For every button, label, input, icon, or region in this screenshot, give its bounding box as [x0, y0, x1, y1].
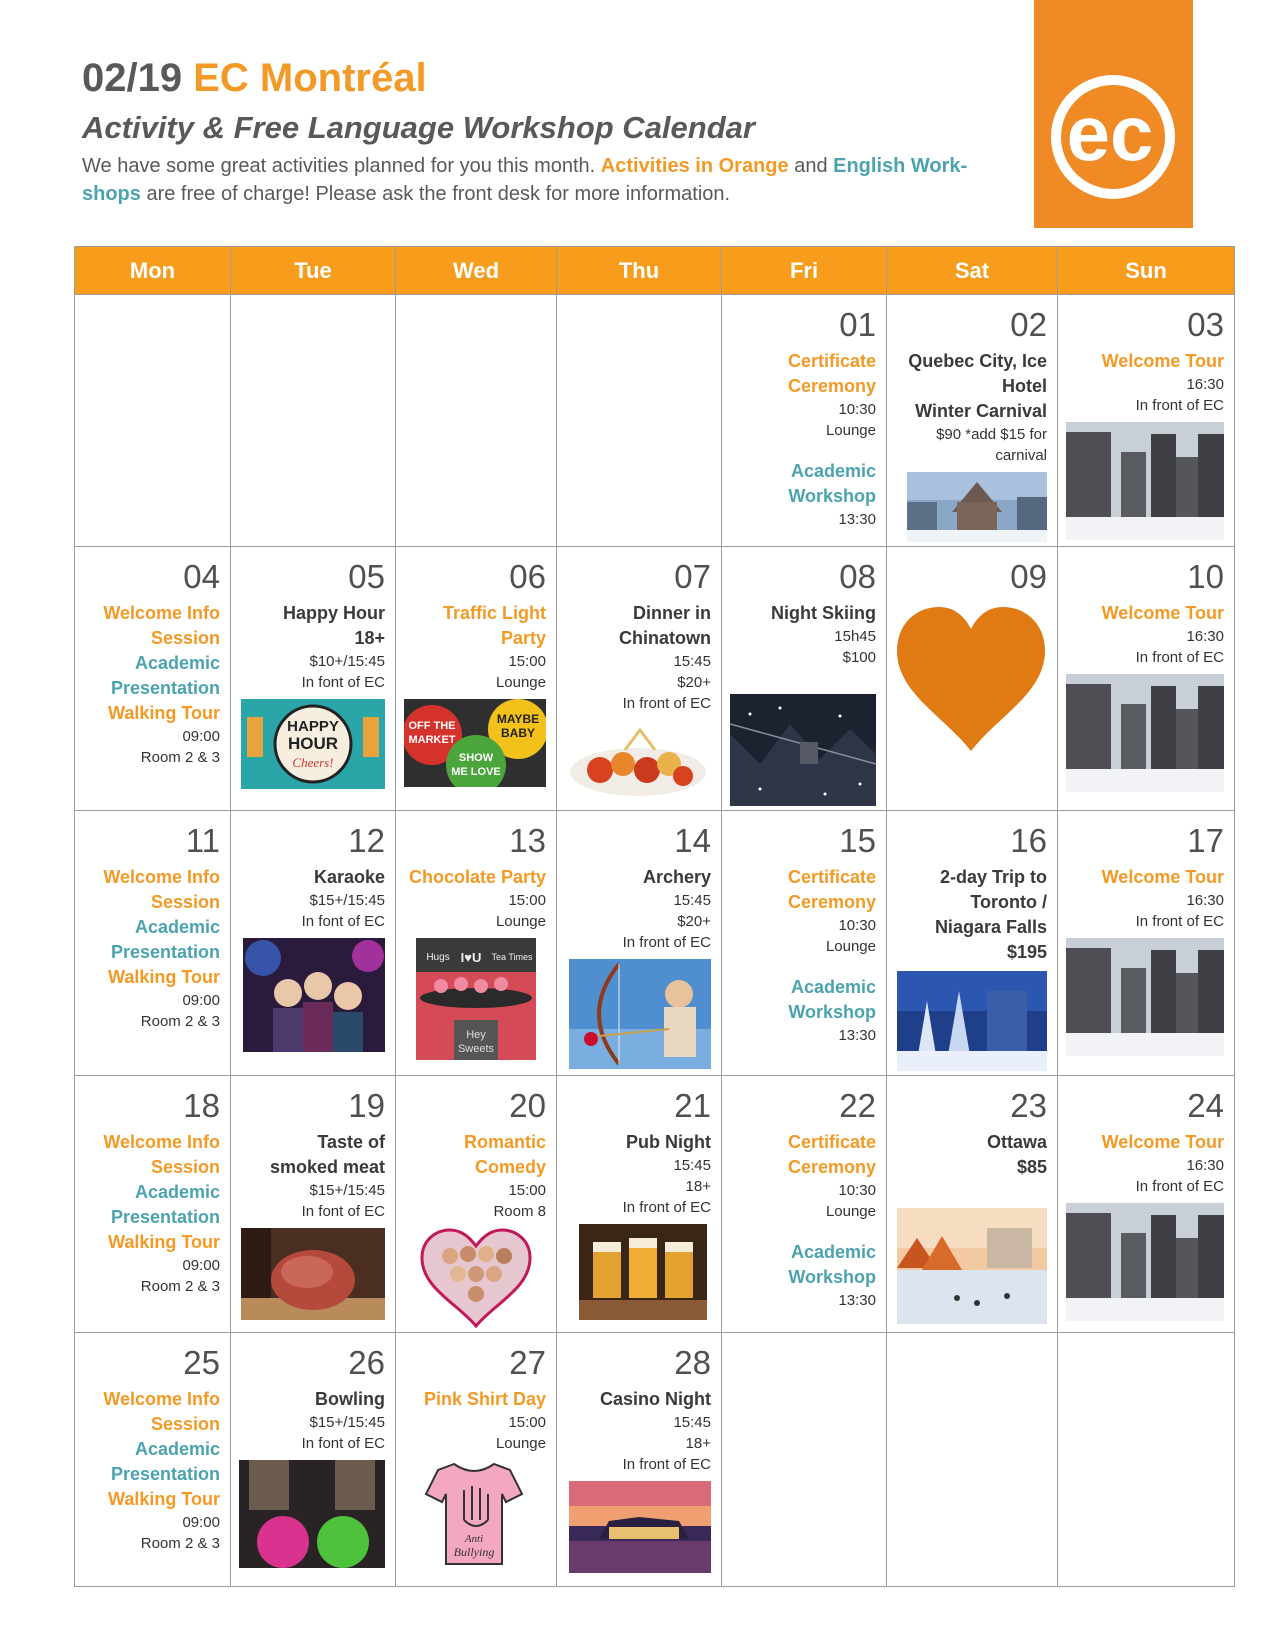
day-number: 27 [509, 1344, 546, 1381]
day-cell [231, 1076, 396, 1333]
heart-icon [895, 605, 1047, 753]
event-title: Session [150, 1414, 220, 1434]
event-title: Welcome Info [103, 1132, 220, 1152]
week-row [75, 811, 1235, 1076]
event-location: In front of EC [622, 1456, 711, 1473]
event-title: Session [150, 892, 220, 912]
weekday-header: Fri [722, 247, 887, 295]
event-title: Certificate [787, 1132, 876, 1152]
event-title: Quebec City, Ice [908, 351, 1047, 371]
event-title: Pink Shirt Day [423, 1389, 546, 1409]
notre-dame-photo [1066, 674, 1224, 792]
intro-workshops: shops [82, 183, 141, 205]
month-label: 02/19 [82, 56, 183, 100]
smoked-meat-photo [241, 1228, 385, 1320]
workshop-title: Academic [134, 1439, 220, 1459]
event-title: Winter Carnival [915, 401, 1047, 421]
event-location: In front of EC [1135, 913, 1224, 930]
day-number: 14 [674, 822, 711, 859]
pink-shirt-image [424, 1460, 524, 1568]
day-number: 16 [1010, 822, 1047, 859]
event-time: 15h45 [834, 628, 876, 645]
image-text: I♥U [460, 950, 482, 965]
day-cell [887, 811, 1058, 1076]
event-time: 15:45 [673, 1414, 711, 1431]
event-time: 10:30 [838, 401, 876, 418]
event-price: $85 [1016, 1157, 1047, 1177]
ec-logo [1034, 0, 1193, 228]
event-title: Welcome Info [103, 603, 220, 623]
event-title: Toronto / [970, 892, 1047, 912]
event-location: In front of EC [622, 695, 711, 712]
happy-hour-image [241, 699, 385, 789]
event-time: 15:00 [508, 1182, 546, 1199]
empty-day-cell [1058, 1333, 1235, 1587]
event-title: Casino Night [600, 1389, 711, 1409]
intro-part: are free of charge! Please ask the front desk for more information. [140, 183, 731, 205]
event-location: Lounge [495, 1435, 546, 1452]
pub-night-photo [579, 1224, 707, 1320]
calendar-grid [74, 246, 1235, 1587]
event-title: Welcome Info [103, 1389, 220, 1409]
day-number: 05 [348, 558, 385, 595]
event-location: Room 2 & 3 [140, 1278, 220, 1295]
day-cell [722, 295, 887, 547]
image-text: Cheers! [292, 755, 334, 770]
image-text: Tea Times [491, 952, 533, 962]
day-number: 12 [348, 822, 385, 859]
toronto-winter-photo [897, 971, 1047, 1071]
romantic-comedy-heart [420, 1228, 532, 1328]
event-price: carnival [995, 447, 1047, 464]
event-title: Hotel [1002, 376, 1047, 396]
chocolate-party-photo [416, 938, 536, 1060]
event-time: 15:45 [673, 892, 711, 909]
image-text: Hey [466, 1029, 486, 1041]
event-title: Walking Tour [108, 967, 220, 987]
day-cell [396, 811, 557, 1076]
workshop-time: 13:30 [838, 1027, 876, 1044]
day-cell [887, 295, 1058, 547]
event-title: Walking Tour [108, 703, 220, 723]
day-number: 02 [1010, 306, 1047, 343]
event-time: 09:00 [182, 992, 220, 1009]
event-time: 15:00 [508, 892, 546, 909]
empty-day-cell [396, 295, 557, 547]
notre-dame-photo [1066, 938, 1224, 1056]
day-cell [557, 1333, 722, 1587]
image-text: Hugs [426, 952, 450, 963]
event-title: Welcome Tour [1101, 1132, 1224, 1152]
event-title: Happy Hour [282, 603, 385, 623]
event-title: 2-day Trip to [939, 867, 1047, 887]
event-title: Romantic [463, 1132, 546, 1152]
workshop-title: Presentation [110, 1464, 220, 1484]
event-title: Walking Tour [108, 1489, 220, 1509]
weekday-header: Sun [1058, 247, 1235, 295]
empty-day-cell [231, 295, 396, 547]
weekday-header-row [75, 247, 1235, 295]
workshop-title: Workshop [788, 1267, 876, 1287]
event-price: $90 *add $15 for [936, 426, 1047, 443]
event-title: Karaoke [313, 867, 385, 887]
event-title: Welcome Tour [1101, 867, 1224, 887]
event-location: In front of EC [622, 934, 711, 951]
notre-dame-photo [1066, 422, 1224, 540]
event-location: In front of EC [1135, 649, 1224, 666]
image-text: Anti [464, 1533, 484, 1545]
event-title: smoked meat [269, 1157, 385, 1177]
event-title: Ceremony [787, 1157, 876, 1177]
karaoke-photo [243, 938, 385, 1052]
event-title: Welcome Info [103, 867, 220, 887]
day-cell [1058, 547, 1235, 811]
event-title: Niagara Falls [934, 917, 1047, 937]
event-title: Welcome Tour [1101, 603, 1224, 623]
event-title: Night Skiing [771, 603, 876, 623]
event-title: Pub Night [626, 1132, 711, 1152]
event-location: Room 2 & 3 [140, 1535, 220, 1552]
intro-workshops: English Work- [833, 155, 968, 177]
workshop-title: Workshop [788, 486, 876, 506]
event-title: Dinner in [632, 603, 711, 623]
event-price-time: $15+/15:45 [309, 1414, 385, 1431]
empty-day-cell [557, 295, 722, 547]
bowling-photo [239, 1460, 385, 1568]
weekday-header: Thu [557, 247, 722, 295]
workshop-title: Academic [134, 917, 220, 937]
day-cell [887, 1076, 1058, 1333]
event-location: In front of EC [1135, 397, 1224, 414]
day-cell [75, 1333, 231, 1587]
event-title: Ceremony [787, 376, 876, 396]
day-cell [231, 811, 396, 1076]
event-title: Ottawa [986, 1132, 1047, 1152]
week-row [75, 295, 1235, 547]
day-number: 24 [1187, 1087, 1224, 1124]
day-number: 06 [509, 558, 546, 595]
day-number: 03 [1187, 306, 1224, 343]
empty-day-cell [722, 1333, 887, 1587]
image-text: HAPPY [287, 718, 339, 735]
event-location: In font of EC [301, 674, 385, 691]
brand-name: EC Montréal [193, 56, 427, 100]
intro-part: We have some great activities planned for you this month. [82, 155, 601, 177]
event-title: Chocolate Party [408, 867, 546, 887]
event-time: 15:00 [508, 653, 546, 670]
day-cell [557, 547, 722, 811]
event-time: 10:30 [838, 1182, 876, 1199]
event-title: Archery [642, 867, 711, 887]
day-number: 09 [1010, 558, 1047, 595]
day-cell [722, 547, 887, 811]
day-cell [887, 547, 1058, 811]
event-time: 09:00 [182, 1514, 220, 1531]
day-number: 15 [839, 822, 876, 859]
event-price: $20+ [677, 913, 711, 930]
day-number: 21 [674, 1087, 711, 1124]
event-location: Room 2 & 3 [140, 1013, 220, 1030]
workshop-time: 13:30 [838, 1292, 876, 1309]
event-location: Room 8 [493, 1203, 546, 1220]
day-number: 20 [509, 1087, 546, 1124]
day-cell [75, 1076, 231, 1333]
day-cell [557, 811, 722, 1076]
quebec-city-photo [907, 472, 1047, 542]
page-subtitle: Activity & Free Language Workshop Calendar [82, 110, 755, 145]
event-time: 16:30 [1186, 892, 1224, 909]
day-cell [75, 811, 231, 1076]
event-title: Taste of [317, 1132, 385, 1152]
image-text: ME LOVE [451, 766, 501, 778]
day-cell [557, 1076, 722, 1333]
event-time: 15:45 [673, 653, 711, 670]
day-number: 10 [1187, 558, 1224, 595]
event-price: $195 [1006, 942, 1047, 962]
event-location: Lounge [825, 1203, 876, 1220]
event-location: Room 2 & 3 [140, 749, 220, 766]
day-number: 01 [839, 306, 876, 343]
ottawa-canal-photo [897, 1208, 1047, 1324]
event-title: 18+ [354, 628, 385, 648]
day-cell [75, 547, 231, 811]
workshop-title: Academic [790, 1242, 876, 1262]
event-location: Lounge [825, 938, 876, 955]
workshop-title: Workshop [788, 1002, 876, 1022]
event-location: Lounge [495, 913, 546, 930]
intro-text [82, 152, 1002, 208]
workshop-title: Presentation [110, 1207, 220, 1227]
event-location: In font of EC [301, 1435, 385, 1452]
traffic-light-image [404, 699, 546, 787]
day-cell [1058, 811, 1235, 1076]
event-title: Session [150, 628, 220, 648]
workshop-title: Presentation [110, 678, 220, 698]
day-number: 19 [348, 1087, 385, 1124]
workshop-title: Academic [134, 653, 220, 673]
ec-logo-icon [1046, 70, 1180, 204]
day-cell [722, 1076, 887, 1333]
event-location: In font of EC [301, 913, 385, 930]
event-title: Walking Tour [108, 1232, 220, 1252]
event-title: Chinatown [619, 628, 711, 648]
event-title: Certificate [787, 867, 876, 887]
empty-day-cell [75, 295, 231, 547]
event-location: Lounge [495, 674, 546, 691]
day-cell [1058, 1076, 1235, 1333]
casino-photo [569, 1481, 711, 1573]
day-number: 13 [509, 822, 546, 859]
event-price: $100 [842, 649, 876, 666]
day-cell [396, 1333, 557, 1587]
event-time: 09:00 [182, 1257, 220, 1274]
event-title: Traffic Light [443, 603, 546, 623]
event-price: $20+ [677, 674, 711, 691]
weekday-header: Tue [231, 247, 396, 295]
empty-day-cell [887, 1333, 1058, 1587]
day-number: 08 [839, 558, 876, 595]
day-cell [231, 547, 396, 811]
event-time: 15:00 [508, 1414, 546, 1431]
event-age: 18+ [685, 1178, 711, 1195]
event-title: Session [150, 1157, 220, 1177]
weekday-header: Sat [887, 247, 1058, 295]
day-cell [396, 547, 557, 811]
event-time: 16:30 [1186, 376, 1224, 393]
intro-part: and [788, 155, 834, 177]
week-row [75, 547, 1235, 811]
day-number: 22 [839, 1087, 876, 1124]
day-number: 18 [183, 1087, 220, 1124]
archery-photo [569, 959, 711, 1069]
workshop-title: Academic [790, 977, 876, 997]
event-price-time: $10+/15:45 [309, 653, 385, 670]
event-location: In front of EC [622, 1199, 711, 1216]
chinese-food-photo [565, 720, 711, 800]
event-title: Certificate [787, 351, 876, 371]
image-text: OFF THE [408, 720, 456, 732]
page-title [82, 54, 1012, 102]
event-time: 16:30 [1186, 628, 1224, 645]
day-number: 07 [674, 558, 711, 595]
day-number: 04 [183, 558, 220, 595]
intro-activities: Activities in Orange [600, 155, 789, 177]
event-time: 10:30 [838, 917, 876, 934]
event-price-time: $15+/15:45 [309, 892, 385, 909]
event-age: 18+ [685, 1435, 711, 1452]
workshop-time: 13:30 [838, 511, 876, 528]
night-skiing-photo [730, 694, 876, 806]
event-time: 09:00 [182, 728, 220, 745]
event-location: In front of EC [1135, 1178, 1224, 1195]
event-location: Lounge [825, 422, 876, 439]
day-number: 26 [348, 1344, 385, 1381]
event-time: 15:45 [673, 1157, 711, 1174]
week-row [75, 1076, 1235, 1333]
day-number: 25 [183, 1344, 220, 1381]
day-number: 23 [1010, 1087, 1047, 1124]
workshop-title: Academic [790, 461, 876, 481]
weekday-header: Mon [75, 247, 231, 295]
logo-text: ec [1066, 89, 1154, 177]
day-cell [722, 811, 887, 1076]
day-number: 17 [1187, 822, 1224, 859]
workshop-title: Presentation [110, 942, 220, 962]
page-header [82, 54, 1012, 208]
event-title: Comedy [474, 1157, 546, 1177]
day-number: 28 [674, 1344, 711, 1381]
image-text: Bullying [453, 1545, 495, 1559]
day-cell [1058, 295, 1235, 547]
day-cell [396, 1076, 557, 1333]
workshop-title: Academic [134, 1182, 220, 1202]
notre-dame-photo [1066, 1203, 1224, 1321]
image-text: HOUR [287, 734, 339, 753]
event-title: Bowling [315, 1389, 385, 1409]
image-text: SHOW [458, 752, 494, 764]
event-title: Ceremony [787, 892, 876, 912]
image-text: Sweets [457, 1043, 495, 1055]
event-title: Welcome Tour [1101, 351, 1224, 371]
image-text: BABY [500, 726, 536, 740]
day-number: 11 [185, 822, 220, 859]
event-price-time: $15+/15:45 [309, 1182, 385, 1199]
event-time: 16:30 [1186, 1157, 1224, 1174]
image-text: MAYBE [496, 712, 540, 726]
image-text: MARKET [408, 734, 456, 746]
event-location: In font of EC [301, 1203, 385, 1220]
weekday-header: Wed [396, 247, 557, 295]
week-row [75, 1333, 1235, 1587]
event-title: Party [500, 628, 546, 648]
day-cell [231, 1333, 396, 1587]
